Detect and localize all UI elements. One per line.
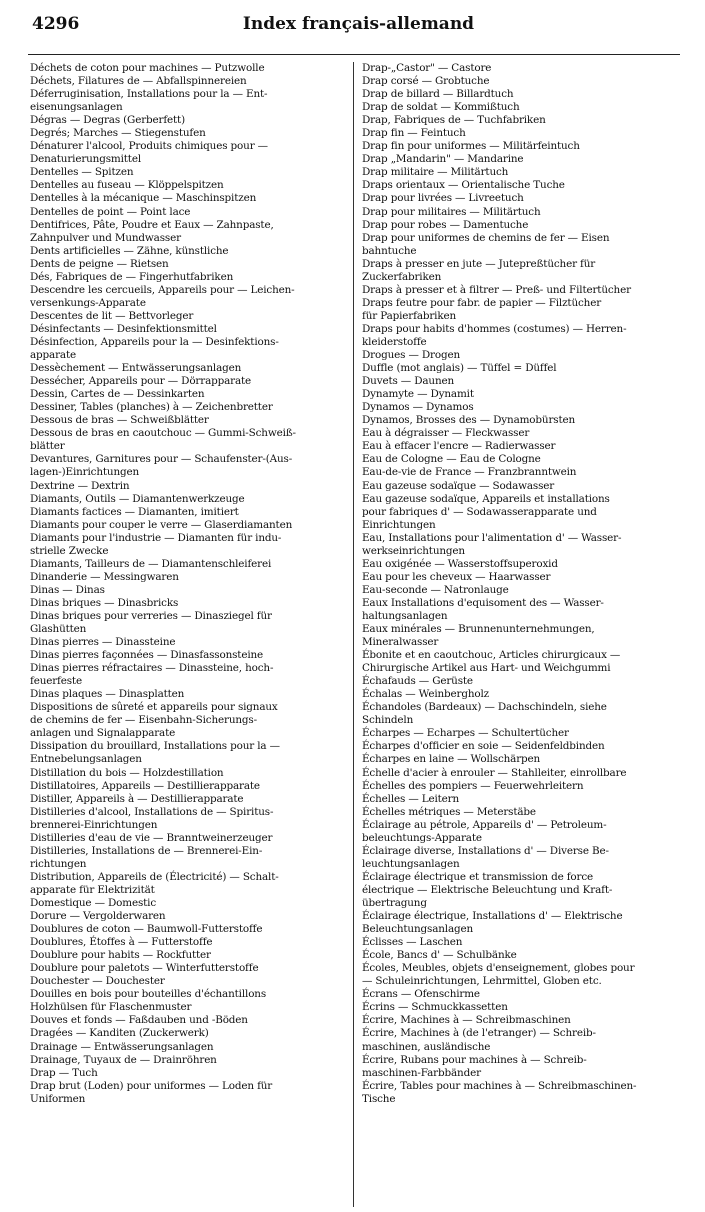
index-entry-line: Drap-„Castor" — Castore xyxy=(362,62,492,74)
index-entry-line: Échelles — Leitern xyxy=(362,792,460,805)
index-entry xyxy=(30,519,348,532)
index-entry xyxy=(30,114,348,127)
index-entry xyxy=(362,649,678,675)
index-entry-line: Déchets de coton pour machines — Putzwolle xyxy=(30,62,265,74)
index-entry-line: Écrire, Machines à (de l'etranger) — Schreib- xyxy=(362,1027,596,1040)
index-entry-line: Distilleries, Installations de — Brennerei-Ein- xyxy=(30,844,263,857)
index-entry xyxy=(30,1067,348,1080)
index-entry xyxy=(362,532,678,558)
index-entry-line: Dessous de bras en caoutchouc — Gummi-Schweiß- xyxy=(30,427,296,440)
index-entry-line: Einrichtungen xyxy=(362,518,436,531)
index-entry-line: Dentelles de point — Point lace xyxy=(30,205,191,218)
index-entry-line: Holzhülsen für Flaschenmuster xyxy=(30,1001,192,1014)
index-entry xyxy=(362,466,678,479)
index-entry-line: Échalas — Weinbergholz xyxy=(362,688,489,701)
index-entry xyxy=(362,597,678,623)
index-entry xyxy=(362,793,678,806)
index-entry xyxy=(362,480,678,493)
index-entry-line: Dessécher, Appareils pour — Dörrapparate xyxy=(30,375,252,388)
index-entry-line: Écrire, Machines à — Schreibmaschinen xyxy=(362,1014,571,1027)
index-entry xyxy=(30,427,348,453)
index-entry xyxy=(362,558,678,571)
index-entry-line: Écrire, Tables pour machines à — Schreibmaschinen- xyxy=(362,1079,637,1092)
index-entry xyxy=(362,871,678,910)
index-entry xyxy=(30,362,348,375)
index-entry xyxy=(30,1014,348,1027)
index-entry-line: Descendre les cercueils, Appareils pour — Leichen- xyxy=(30,283,295,296)
index-entry-line: Distilleries d'alcool, Installations de — Spiritus- xyxy=(30,805,274,818)
index-entry xyxy=(362,192,678,205)
index-entry xyxy=(30,780,348,793)
index-entry-line: Dessous de bras — Schweißblätter xyxy=(30,414,209,427)
index-entry-line: Échelle d'acier à enrouler — Stahlleiter, einrollbare xyxy=(362,766,627,779)
index-entry xyxy=(362,493,678,532)
index-entry-line: Déchets, Filatures de — Abfallspinnereien xyxy=(30,75,247,88)
index-entry-line: Dissipation du brouillard, Installations pour la — xyxy=(30,740,280,753)
index-entry-line: Drap militaire — Militärtuch xyxy=(362,166,509,179)
index-entry xyxy=(362,1080,678,1106)
index-entry xyxy=(30,179,348,192)
index-entry-line: Douchester — Douchester xyxy=(30,975,165,988)
index-column-right xyxy=(362,62,678,1212)
index-entry xyxy=(30,258,348,271)
index-entry xyxy=(30,558,348,571)
index-entry-line: apparate für Elektrizität xyxy=(30,883,155,896)
index-entry-line: Dorure — Vergolderwaren xyxy=(30,910,166,923)
index-entry-line: Diamants, Tailleurs de — Diamantenschleiferei xyxy=(30,557,272,570)
index-entry xyxy=(30,832,348,845)
index-entry-line: Écharpes — Echarpes — Schultertücher xyxy=(362,727,569,740)
index-entry-line: feuerfeste xyxy=(30,675,82,688)
index-entry-line: Dinas pierres façonnées — Dinasfassonsteine xyxy=(30,649,264,662)
index-entry xyxy=(30,310,348,323)
index-entry-line: Drainage, Tuyaux de — Drainröhren xyxy=(30,1053,217,1066)
index-entry-line: anlagen und Signalapparate xyxy=(30,727,176,740)
column-divider xyxy=(353,62,354,1207)
index-entry xyxy=(30,1080,348,1106)
index-entry-line: Distillation du bois — Holzdestillation xyxy=(30,766,224,779)
index-entry-line: Eau-seconde — Natronlauge xyxy=(362,583,509,596)
index-entry xyxy=(30,597,348,610)
index-entry xyxy=(30,571,348,584)
index-entry-line: Distilleries d'eau de vie — Branntweinerzeuger xyxy=(30,831,273,844)
index-entry xyxy=(30,910,348,923)
index-entry xyxy=(30,453,348,479)
index-entry-line: Dynamyte — Dynamit xyxy=(362,388,474,401)
index-entry-line: Eau-de-vie de France — Franzbranntwein xyxy=(362,466,577,479)
index-entry xyxy=(362,727,678,740)
index-entry xyxy=(362,623,678,649)
index-entry-line: Drap pour militaires — Militärtuch xyxy=(362,205,541,218)
index-entry-line: Drap corsé — Grobtuche xyxy=(362,75,490,88)
index-entry-line: Dispositions de sûreté et appareils pour signaux xyxy=(30,701,278,714)
index-entry-line: Dentelles à la mécanique — Maschinspitzen xyxy=(30,192,257,205)
index-entry-line: Dynamos, Brosses des — Dynamobürsten xyxy=(362,414,576,427)
index-entry-line: Dinas pierres — Dinassteine xyxy=(30,636,176,649)
index-entry-line: Denaturierungsmittel xyxy=(30,153,142,166)
index-entry-line: Eau de Cologne — Eau de Cologne xyxy=(362,453,541,466)
index-entry-line: Chirurgische Artikel aus Hart- und Weichgummi xyxy=(362,662,611,675)
index-entry-line: Dinas pierres réfractaires — Dinassteine, hoch- xyxy=(30,662,274,675)
index-entry-line: Drainage — Entwässerungsanlagen xyxy=(30,1040,214,1053)
index-entry-line: Dégras — Degras (Gerberfett) xyxy=(30,114,185,127)
index-entry xyxy=(362,949,678,962)
index-entry-line: Douilles en bois pour bouteilles d'échantillons xyxy=(30,988,267,1001)
index-entry xyxy=(362,127,678,140)
page-title: Index français-allemand xyxy=(242,14,475,34)
index-entry-line: Dénaturer l'alcool, Produits chimiques pour — xyxy=(30,140,268,153)
index-entry xyxy=(362,179,678,192)
index-entry xyxy=(30,740,348,766)
index-entry-line: Distribution, Appareils de (Électricité) — Schalt- xyxy=(30,870,279,883)
index-entry xyxy=(362,153,678,166)
index-entry xyxy=(362,453,678,466)
index-entry-line: Éclisses — Laschen xyxy=(362,936,463,949)
index-entry xyxy=(30,584,348,597)
index-entry-line: Eau à effacer l'encre — Radierwasser xyxy=(362,440,556,453)
index-entry-line: Écharpes en laine — Wollschärpen xyxy=(362,753,541,766)
index-entry-line: brennerei-Einrichtungen xyxy=(30,818,158,831)
index-entry xyxy=(30,375,348,388)
index-entry xyxy=(30,206,348,219)
index-entry xyxy=(362,414,678,427)
index-entry-line: Diamants, Outils — Diamantenwerkzeuge xyxy=(30,492,245,505)
index-entry-line: — Schuleinrichtungen, Lehrmittel, Globen etc. xyxy=(362,975,602,988)
index-entry xyxy=(362,688,678,701)
index-entry xyxy=(362,845,678,871)
index-entry-line: Désinfectants — Desinfektionsmittel xyxy=(30,322,217,335)
index-entry-line: Schindeln xyxy=(362,714,414,727)
index-entry-line: werkseinrichtungen xyxy=(362,544,465,557)
index-entry-line: Doublures, Étoffes à — Futterstoffe xyxy=(30,936,213,949)
index-entry xyxy=(30,192,348,205)
index-entry-line: Eaux Installations d'equisoment des — Wasser- xyxy=(362,596,604,609)
index-entry-line: Doublures de coton — Baumwoll-Futterstoffe xyxy=(30,923,263,936)
index-entry xyxy=(362,114,678,127)
index-entry-line: Dessiner, Tables (planches) à — Zeichenbretter xyxy=(30,401,273,414)
index-entry xyxy=(30,323,348,336)
index-entry-line: électrique — Elektrische Beleuchtung und Kraft- xyxy=(362,883,613,896)
index-entry xyxy=(362,206,678,219)
index-entry xyxy=(362,427,678,440)
page-number: 4296 xyxy=(32,14,80,34)
index-entry xyxy=(30,271,348,284)
index-entry-line: Diamants pour l'industrie — Diamanten für indu- xyxy=(30,531,282,544)
index-entry xyxy=(30,806,348,832)
index-entry-line: Zuckerfabriken xyxy=(362,270,442,283)
index-entry-line: blätter xyxy=(30,440,65,453)
index-entry-line: apparate xyxy=(30,349,76,362)
index-entry xyxy=(30,493,348,506)
index-entry-line: Diamants factices — Diamanten, imitiert xyxy=(30,505,239,518)
index-entry-line: maschinen, ausländische xyxy=(362,1040,491,1053)
index-entry-line: Eau gazeuse sodaïque, Appareils et installations xyxy=(362,492,610,505)
index-entry xyxy=(362,101,678,114)
index-entry-line: Eau, Installations pour l'alimentation d' — Wasser- xyxy=(362,531,622,544)
index-entry-line: Draps orientaux — Orientalische Tuche xyxy=(362,179,565,192)
index-entry xyxy=(30,649,348,662)
index-entry-line: Dents artificielles — Zähne, künstliche xyxy=(30,244,229,257)
index-entry-line: Dentelles — Spitzen xyxy=(30,166,134,179)
index-entry-line: Dragées — Kanditen (Zuckerwerk) xyxy=(30,1027,209,1040)
index-entry xyxy=(362,571,678,584)
index-entry xyxy=(30,401,348,414)
index-entry xyxy=(362,440,678,453)
index-entry-line: Dinas briques — Dinasbricks xyxy=(30,596,179,609)
index-entry xyxy=(362,740,678,753)
index-entry-line: Déferruginisation, Installations pour la — Ent- xyxy=(30,88,268,101)
index-entry-line: Drap — Tuch xyxy=(30,1066,98,1079)
index-entry xyxy=(30,767,348,780)
index-entry-line: Eau pour les cheveux — Haarwasser xyxy=(362,570,551,583)
index-entry-line: maschinen-Farbbänder xyxy=(362,1066,481,1079)
index-entry xyxy=(30,701,348,740)
index-entry xyxy=(30,1054,348,1067)
index-entry xyxy=(362,375,678,388)
index-entry-line: Éclairage électrique, Installations d' — Elektrische xyxy=(362,910,623,923)
index-entry xyxy=(362,62,678,75)
index-entry-line: Doublure pour paletots — Winterfutterstoffe xyxy=(30,962,259,975)
index-entry-line: für Papierfabriken xyxy=(362,309,457,322)
index-entry-line: Échandoles (Bardeaux) — Dachschindeln, siehe xyxy=(362,701,607,714)
index-entry-line: lagen-)Einrichtungen xyxy=(30,466,140,479)
index-entry xyxy=(30,845,348,871)
index-entry-line: kleiderstoffe xyxy=(362,335,427,348)
index-entry xyxy=(30,245,348,258)
index-entry-line: Beleuchtungsanlagen xyxy=(362,923,474,936)
index-entry-line: Drap brut (Loden) pour uniformes — Loden für xyxy=(30,1079,273,1092)
index-entry xyxy=(362,1001,678,1014)
index-entry xyxy=(362,701,678,727)
index-entry xyxy=(362,75,678,88)
index-entry xyxy=(30,140,348,166)
index-entry-line: Dés, Fabriques de — Fingerhutfabriken xyxy=(30,270,234,283)
index-entry xyxy=(30,936,348,949)
index-entry xyxy=(362,988,678,1001)
index-entry xyxy=(362,258,678,284)
index-entry-line: Descentes de lit — Bettvorleger xyxy=(30,309,194,322)
index-entry-line: Distillatoires, Appareils — Destillierapparate xyxy=(30,779,260,792)
index-entry-line: Eau oxigénée — Wasserstoffsuperoxid xyxy=(362,557,558,570)
index-entry-line: pour fabriques d' — Sodawasserapparate und xyxy=(362,505,597,518)
index-entry-line: Douves et fonds — Faßdauben und -Böden xyxy=(30,1014,248,1027)
index-entry-line: Duvets — Daunen xyxy=(362,375,455,388)
index-entry xyxy=(362,232,678,258)
index-entry xyxy=(362,166,678,179)
index-entry-line: Eaux minérales — Brunnenunternehmungen, xyxy=(362,623,595,636)
index-entry xyxy=(362,753,678,766)
index-entry-line: Dentelles au fuseau — Klöppelspitzen xyxy=(30,179,224,192)
index-entry-line: Entnebelungsanlagen xyxy=(30,753,142,766)
index-entry xyxy=(362,1027,678,1053)
index-entry-line: Degrés; Marches — Stiegenstufen xyxy=(30,127,206,140)
index-entry xyxy=(362,780,678,793)
index-entry-line: Échafauds — Gerüste xyxy=(362,675,473,688)
index-entry xyxy=(30,336,348,362)
index-entry-line: Échelles métriques — Meterstäbe xyxy=(362,805,536,818)
index-entry-line: Eau gazeuse sodaïque — Sodawasser xyxy=(362,479,555,492)
index-entry-line: Draps à presser en jute — Jutepreßtücher für xyxy=(362,257,596,270)
index-entry xyxy=(362,362,678,375)
index-entry-line: Eau à dégraisser — Fleckwasser xyxy=(362,427,530,440)
index-entry-line: Désinfection, Appareils pour la — Desinfektions- xyxy=(30,335,279,348)
index-entry xyxy=(362,88,678,101)
index-entry-line: Diamants pour couper le verre — Glaserdiamanten xyxy=(30,518,293,531)
index-entry-line: Drap fin pour uniformes — Militärfeintuch xyxy=(362,140,580,153)
index-entry xyxy=(362,140,678,153)
index-entry xyxy=(30,923,348,936)
index-entry xyxy=(30,414,348,427)
index-entry-line: Domestique — Domestic xyxy=(30,897,156,909)
index-entry-line: Tische xyxy=(362,1092,396,1105)
index-column-left xyxy=(30,62,348,1212)
index-entry-line: Drap fin — Feintuch xyxy=(362,127,466,140)
index-entry xyxy=(30,897,348,910)
index-entry xyxy=(30,962,348,975)
index-entry xyxy=(30,127,348,140)
index-entry-line: haltungsanlagen xyxy=(362,609,448,622)
index-entry xyxy=(30,388,348,401)
index-entry xyxy=(30,1027,348,1040)
index-entry-line: Draps pour habits d'hommes (costumes) — Herren- xyxy=(362,322,627,335)
index-entry xyxy=(362,1054,678,1080)
index-entry xyxy=(362,675,678,688)
index-entry xyxy=(362,297,678,323)
index-entry-line: versenkungs-Apparate xyxy=(30,296,146,309)
index-entry xyxy=(30,636,348,649)
index-entry-line: Drap, Fabriques de — Tuchfabriken xyxy=(362,114,546,127)
index-entry xyxy=(30,688,348,701)
index-entry-line: leuchtungsanlagen xyxy=(362,857,460,870)
index-entry xyxy=(30,793,348,806)
index-entry xyxy=(30,662,348,688)
index-entry xyxy=(30,532,348,558)
index-entry xyxy=(30,506,348,519)
index-entry-line: Dinas briques pour verreries — Dinasziegel für xyxy=(30,609,272,622)
index-entry-line: Uniformen xyxy=(30,1092,86,1105)
index-entry-line: Drap de soldat — Kommißtuch xyxy=(362,101,520,114)
index-entry xyxy=(362,401,678,414)
index-entry-line: École, Bancs d' — Schulbänke xyxy=(362,949,517,962)
index-entry-line: bahntuche xyxy=(362,244,417,257)
index-entry-line: Écrins — Schmuckkassetten xyxy=(362,1001,508,1014)
index-entry-line: Drap pour uniformes de chemins de fer — Eisen xyxy=(362,231,610,244)
index-entry xyxy=(30,166,348,179)
index-entry-line: Dents de peigne — Rietsen xyxy=(30,257,169,270)
index-entry xyxy=(30,610,348,636)
index-entry-line: Dynamos — Dynamos xyxy=(362,401,474,414)
index-entry-line: Draps feutre pour fabr. de papier — Filztücher xyxy=(362,296,602,309)
index-entry-line: Distiller, Appareils à — Destillierapparate xyxy=(30,792,244,805)
index-entry xyxy=(30,871,348,897)
index-entry-line: Éclairage diverse, Installations d' — Diverse Be- xyxy=(362,844,609,857)
index-entry-line: Drap pour robes — Damentuche xyxy=(362,218,529,231)
index-entry-line: de chemins de fer — Eisenbahn-Sicherungs- xyxy=(30,714,257,727)
index-entry xyxy=(30,62,348,75)
index-entry xyxy=(30,219,348,245)
index-entry xyxy=(362,1014,678,1027)
index-entry-line: Écrans — Ofenschirme xyxy=(362,988,480,1001)
index-entry-line: richtungen xyxy=(30,857,87,870)
index-entry-line: Devantures, Garnitures pour — Schaufenster-(Aus- xyxy=(30,453,293,466)
index-entry-line: Écoles, Meubles, objets d'enseignement, globes pour xyxy=(362,962,635,975)
index-entry-line: Zahnpulver und Mundwasser xyxy=(30,231,181,244)
index-entry xyxy=(362,219,678,232)
index-entry xyxy=(362,388,678,401)
index-entry-line: Échelles des pompiers — Feuerwehrleitern xyxy=(362,779,584,792)
index-entry-line: Duffle (mot anglais) — Tüffel = Düffel xyxy=(362,362,557,375)
index-entry xyxy=(362,806,678,819)
index-entry xyxy=(30,88,348,114)
index-entry-line: Dentifrices, Pâte, Poudre et Eaux — Zahnpaste, xyxy=(30,218,274,231)
header-rule xyxy=(28,54,680,55)
index-entry xyxy=(362,819,678,845)
index-entry-line: Draps à presser et à filtrer — Preß- und Filtertücher xyxy=(362,283,631,296)
index-entry-line: Éclairage électrique et transmission de force xyxy=(362,870,594,883)
index-entry-line: Éclairage au pétrole, Appareils d' — Petroleum- xyxy=(362,818,607,831)
index-entry-line: Dextrine — Dextrin xyxy=(30,479,130,492)
index-entry-line: Dessèchement — Entwässerungsanlagen xyxy=(30,362,242,375)
index-entry xyxy=(362,962,678,988)
index-entry xyxy=(30,1041,348,1054)
index-entry xyxy=(30,480,348,493)
index-entry-line: Dessin, Cartes de — Dessinkarten xyxy=(30,388,205,401)
index-entry-line: Écrire, Rubans pour machines à — Schreib- xyxy=(362,1053,587,1066)
index-entry xyxy=(30,988,348,1014)
index-entry-line: beleuchtungs-Apparate xyxy=(362,831,482,844)
index-entry xyxy=(362,323,678,349)
index-entry xyxy=(30,949,348,962)
index-entry xyxy=(30,975,348,988)
index-entry-line: Drap pour livrées — Livreetuch xyxy=(362,192,524,205)
index-entry-line: Drap „Mandarin" — Mandarine xyxy=(362,153,524,166)
index-entry-line: Ébonite et en caoutchouc, Articles chirurgicaux — xyxy=(362,649,621,662)
index-entry-line: eisenungsanlagen xyxy=(30,101,123,114)
index-entry xyxy=(30,284,348,310)
index-entry xyxy=(30,75,348,88)
page-header xyxy=(32,14,665,40)
index-entry-line: Dinas plaques — Dinasplatten xyxy=(30,688,185,701)
index-entry-line: übertragung xyxy=(362,897,427,909)
index-entry xyxy=(362,584,678,597)
index-entry xyxy=(362,767,678,780)
index-entry-line: Dinas — Dinas xyxy=(30,583,105,596)
index-entry-line: strielle Zwecke xyxy=(30,544,109,557)
index-entry-line: Glashütten xyxy=(30,623,87,636)
index-entry xyxy=(362,910,678,936)
index-entry-line: Dinanderie — Messingwaren xyxy=(30,570,179,583)
index-entry-line: Drap de billard — Billardtuch xyxy=(362,88,514,101)
index-entry-line: Écharpes d'officier en soie — Seidenfeldbinden xyxy=(362,740,605,753)
index-entry xyxy=(362,936,678,949)
index-entry-line: Drogues — Drogen xyxy=(362,349,461,362)
index-entry-line: Doublure pour habits — Rockfutter xyxy=(30,949,211,962)
index-entry xyxy=(362,284,678,297)
index-entry-line: Mineralwasser xyxy=(362,636,439,649)
index-entry xyxy=(362,349,678,362)
